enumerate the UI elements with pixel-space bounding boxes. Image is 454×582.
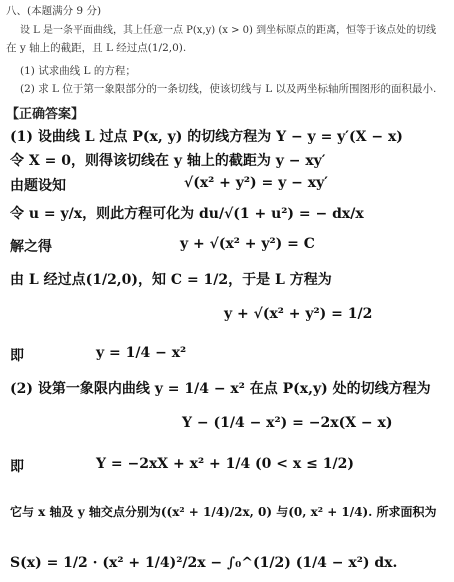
answer-p4: 令 u = y/x，则此方程可化为 du/√(1 + u²) = − dx/x (10, 206, 364, 222)
problem-heading: 八、(本题满分 9 分) (6, 5, 102, 17)
answer-p11-label: 即 (10, 459, 24, 475)
problem-line-2-text: 在 y 轴上的截距，且 L 经过点(1/2,0). (6, 42, 187, 54)
problem-item-2: (2) 求 L 位于第一象限部分的一条切线，使该切线与 L 以及两坐标轴所围图形的面积最小. (20, 83, 437, 95)
problem-line-1-text: 设 L 是一条平面曲线，其上任意一点 P(x,y) (x > 0) 到坐标原点的距离，恒等于该点处的切线 (20, 25, 437, 36)
answer-p5-eq: y + √(x² + y²) = C (180, 236, 315, 252)
answer-p1: (1) 设曲线 L 过点 P(x, y) 的切线方程为 Y − y = y′(X − x) (10, 129, 403, 145)
answer-p2: 令 X = 0，则得该切线在 y 轴上的截距为 y − xy′ (10, 153, 326, 169)
answer-p8-label: 即 (10, 348, 24, 364)
answer-p10-eq: Y − (1/4 − x²) = −2x(X − x) (182, 415, 393, 431)
answer-p11-eq: Y = −2xX + x² + 1/4 (0 < x ≤ 1/2) (96, 456, 354, 472)
answer-title: 【正确答案】 (6, 107, 85, 122)
problem-line-1 (20, 21, 436, 36)
answer-p9: (2) 设第一象限内曲线 y = 1/4 − x² 在点 P(x,y) 处的切线方程为 (10, 381, 431, 397)
problem-item-1: (1) 试求曲线 L 的方程； (20, 65, 136, 77)
answer-p13-eq: S(x) = 1/2 · (x² + 1/4)²/2x − ∫₀^(1/2) (1/4 − x²) dx. (10, 555, 398, 571)
answer-p3-eq: √(x² + y²) = y − xy′ (184, 175, 328, 191)
answer-p8-eq: y = 1/4 − x² (96, 345, 187, 361)
answer-p3-label: 由题设知 (10, 178, 66, 194)
problem-line-2 (6, 40, 186, 55)
answer-p5-label: 解之得 (10, 239, 52, 255)
answer-p12: 它与 x 轴及 y 轴交点分别为((x² + 1/4)/2x, 0) 与(0, x² + 1/4). 所求面积为 (10, 505, 437, 519)
answer-p7-eq: y + √(x² + y²) = 1/2 (224, 306, 373, 322)
answer-p6: 由 L 经过点(1/2,0)，知 C = 1/2，于是 L 方程为 (10, 272, 332, 288)
